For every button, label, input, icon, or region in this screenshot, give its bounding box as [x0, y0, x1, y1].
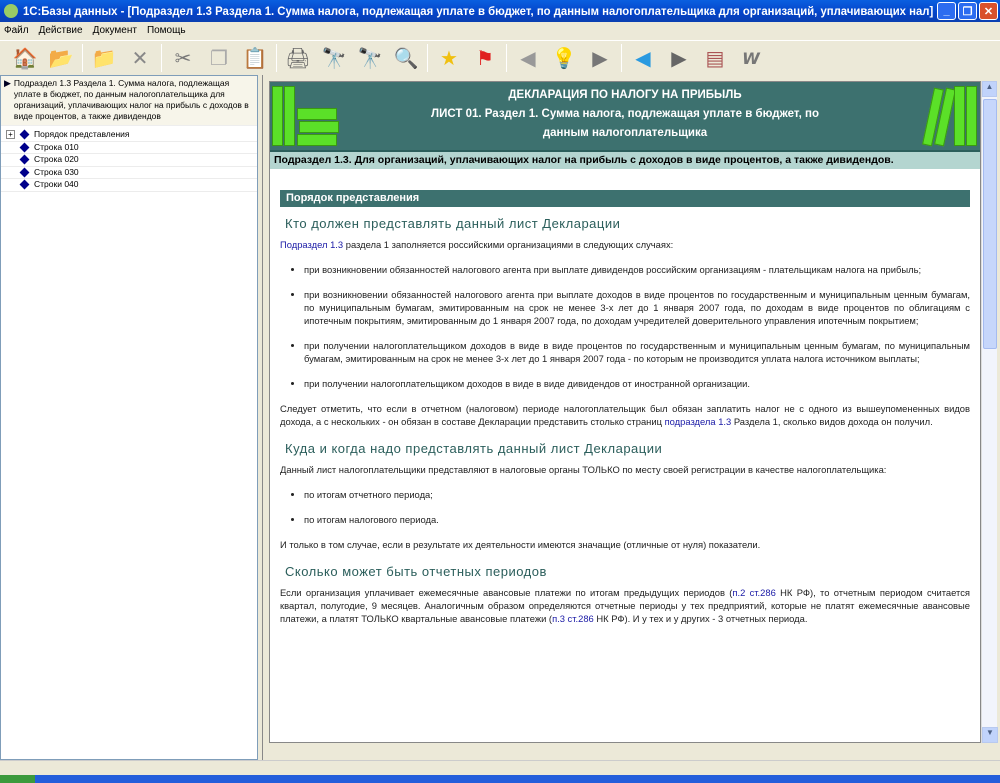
- home-icon: 🏠: [12, 46, 38, 70]
- cut-button[interactable]: [168, 43, 198, 73]
- list-item: • при получении налогоплательщиком доходов в виде в виде дивидендов от иностранной организации.: [304, 377, 970, 390]
- binder-2-icon: [284, 86, 295, 146]
- find-all-icon: 🔭: [357, 46, 383, 70]
- app-icon: [4, 4, 18, 18]
- back-button[interactable]: [628, 43, 658, 73]
- home-button[interactable]: [10, 43, 40, 73]
- tree-item-line-030[interactable]: Строка 030: [1, 167, 257, 180]
- find-all-button[interactable]: [355, 43, 385, 73]
- document-view: [269, 81, 981, 743]
- list-item: • при возникновении обязанностей налогового агента при выплате дивидендов российским организациям - плательщикам налога на прибыль;: [304, 263, 970, 276]
- tree-sync-icon: ▤: [705, 46, 725, 70]
- tree-item-order[interactable]: + Порядок представления: [1, 129, 257, 142]
- minimize-button[interactable]: _: [937, 2, 956, 20]
- diamond-icon: [20, 155, 30, 165]
- subsection-title: Подраздел 1.3. Для организаций, уплачивающих налог на прибыль с доходов в виде процентов, а также дивидендов.: [270, 150, 980, 169]
- paragraph: Если организация уплачивает ежемесячные авансовые платежи по итогам предыдущих периодов (п.2 ст.286 НК РФ), то отчетным периодом считается квартал, полугодие, 9 месяцев. Аналогичным образом определяются отчетные периоды у тех предприятий, которые не платят ежемесячные авансовые платежи, а платят ТОЛЬКО квартальные авансовые платежи (п.3 ст.286 НК РФ). И у тех и у других - 3 отчетных периода.: [280, 587, 970, 624]
- section-header: Порядок представления: [280, 190, 970, 207]
- tree-sync-button[interactable]: [700, 43, 730, 73]
- paste-icon: 📋: [242, 46, 268, 70]
- binder-stack-icon: [297, 108, 337, 120]
- binder-stack-icon: [299, 121, 339, 133]
- word-export-icon: W: [742, 48, 760, 68]
- binder-9-icon: [966, 86, 977, 146]
- list-cases: [304, 263, 970, 390]
- prev-button[interactable]: [513, 43, 543, 73]
- link-subsection[interactable]: подраздела 1.3: [664, 416, 732, 427]
- menu-action[interactable]: Действие: [38, 25, 83, 36]
- paragraph: Следует отметить, что если в отчетном (налоговом) периоде налогоплательщик был обязан заплатить налог не с одного из вышеупомененных видов дохода, а с нескольких - он обязан в составе Декларации представить столько страниц подраздела 1.3 Раздела 1, сколько видов дохода он получил.: [280, 403, 970, 427]
- heading-where: Куда и когда надо представлять данный лист Декларации: [285, 441, 663, 456]
- list-item: • по итогам налогового периода.: [304, 513, 970, 526]
- toolbar-separator: [427, 44, 428, 72]
- banner-title: ДЕКЛАРАЦИЯ ПО НАЛОГУ НА ПРИБЫЛЬ: [508, 89, 742, 101]
- delete-button[interactable]: [125, 43, 155, 73]
- delete-icon: ✕: [131, 46, 149, 70]
- expand-icon[interactable]: +: [6, 130, 15, 139]
- next-icon: ▶: [592, 46, 608, 70]
- toolbar-separator: [161, 44, 162, 72]
- menu-bar: [0, 22, 1000, 39]
- list-periods: [304, 488, 970, 526]
- vertical-scrollbar[interactable]: [981, 81, 997, 743]
- title-bar: [0, 0, 1000, 22]
- sidebar-current-topic: ▶ Подраздел 1.3 Раздела 1. Сумма налога, подлежащая уплате в бюджет, по данным налогоплательщика для организаций, уплачивающих налог на прибыль с доходов в виде процентов, а также дивидендов: [1, 76, 257, 126]
- document-pane: [262, 75, 1000, 760]
- paste-button[interactable]: [240, 43, 270, 73]
- paragraph: И только в том случае, если в результате их деятельности имеются значащие (отличные от нуля) показатели.: [280, 539, 761, 550]
- paragraph: Данный лист налогоплательщики представляют в налоговые органы ТОЛЬКО по месту своей регистрации в качестве налогоплательщика:: [280, 464, 887, 475]
- maximize-button[interactable]: ❐: [958, 2, 977, 20]
- heading-periods: Сколько может быть отчетных периодов: [285, 564, 547, 579]
- taskbar: [0, 775, 1000, 783]
- toolbar: [0, 40, 1000, 75]
- favorites-star-icon: ★: [440, 46, 458, 70]
- copy-icon: ❐: [210, 46, 228, 70]
- scroll-down-button[interactable]: ▼: [982, 727, 998, 743]
- open-folder-icon: 📂: [48, 46, 74, 70]
- link-article[interactable]: п.3 ст.286: [552, 613, 594, 624]
- diamond-icon: [20, 180, 30, 190]
- diamond-icon: [20, 142, 30, 152]
- window-title: 1С:Базы данных - [Подраздел 1.3 Раздела 1. Сумма налога, подлежащая уплате в бюджет, по данным налогоплательщика для организаций, уплачивающих нал]: [23, 4, 934, 18]
- toolbar-separator: [506, 44, 507, 72]
- close-button[interactable]: ✕: [979, 2, 998, 20]
- new-folder-icon: 📁: [91, 46, 117, 70]
- toolbar-separator: [82, 44, 83, 72]
- list-item: • при возникновении обязанностей налогового агента при выплате доходов в виде процентов по государственным и муниципальным ценным бумагам, по муниципальным бумагам, эмитированным на срок не менее 3-х лет до 1 января 2007 года, по доходам в виде процентов по облигациям с ипотечным покрытиям, эмитированным до 1 января 2007 года, по доходам учредителей доверительного управления ипотечным покрытием;: [304, 288, 970, 327]
- start-button[interactable]: [0, 775, 35, 783]
- toolbar-separator: [276, 44, 277, 72]
- menu-document[interactable]: Документ: [92, 25, 137, 36]
- current-marker-icon: ▶: [4, 78, 11, 88]
- scroll-up-button[interactable]: ▲: [982, 81, 997, 97]
- new-folder-button[interactable]: [89, 43, 119, 73]
- back-icon: ◀: [635, 46, 651, 70]
- preview-button[interactable]: [391, 43, 421, 73]
- cut-icon: ✂: [174, 46, 192, 70]
- hint-bulb-button[interactable]: [549, 43, 579, 73]
- copy-button[interactable]: [204, 43, 234, 73]
- sidebar-tree: [0, 75, 258, 760]
- word-export-button[interactable]: [736, 43, 766, 73]
- list-item: • при получении налогоплательщиком доходов в виде в виде процентов по государственным и муниципальным ценным бумагам, по муниципальным бумагам, эмитированным на срок не менее 3-х лет до 1 января 2007 года - по которым не производится уплата налога источником выплаты;: [304, 339, 970, 365]
- declaration-banner: [270, 82, 980, 150]
- print-button[interactable]: [283, 43, 313, 73]
- binder-8-icon: [954, 86, 965, 146]
- menu-file[interactable]: Файл: [4, 25, 29, 36]
- open-folder-button[interactable]: [46, 43, 76, 73]
- preview-icon: 🔍: [393, 46, 419, 70]
- binder-stack-icon: [297, 134, 337, 146]
- prev-icon: ◀: [520, 46, 536, 70]
- diamond-icon: [20, 130, 30, 140]
- hint-bulb-icon: 💡: [551, 46, 577, 70]
- link-article[interactable]: п.2 ст.286: [732, 587, 776, 598]
- forward-icon: ▶: [671, 46, 687, 70]
- forward-button[interactable]: [664, 43, 694, 73]
- banner-subtitle-2: данным налогоплательщика: [542, 127, 708, 139]
- paragraph: Подраздел 1.3 раздела 1 заполняется российскими организациями в следующих случаях:: [280, 239, 674, 250]
- scroll-thumb[interactable]: [983, 99, 997, 349]
- diamond-icon: [20, 167, 30, 177]
- binder-1-icon: [272, 86, 283, 146]
- menu-help[interactable]: Помощь: [146, 25, 186, 36]
- status-bar: [0, 760, 1000, 775]
- find-button[interactable]: [319, 43, 349, 73]
- banner-subtitle-1: ЛИСТ 01. Раздел 1. Сумма налога, подлежащая уплате в бюджет, по: [431, 108, 819, 120]
- toolbar-separator: [621, 44, 622, 72]
- tree-item-lines-040[interactable]: Строки 040: [1, 179, 257, 192]
- tree-item-line-020[interactable]: Строка 020: [1, 154, 257, 167]
- tree-item-line-010[interactable]: Строка 010: [1, 142, 257, 155]
- heading-who: Кто должен представлять данный лист Декларации: [285, 216, 621, 231]
- bookmark-flag-button[interactable]: [470, 43, 500, 73]
- print-icon: 🖨: [285, 46, 311, 70]
- list-item: • по итогам отчетного периода;: [304, 488, 970, 501]
- next-button[interactable]: [585, 43, 615, 73]
- find-icon: 🔭: [321, 46, 347, 70]
- favorites-star-button[interactable]: [434, 43, 464, 73]
- link-subsection[interactable]: Подраздел 1.3: [280, 239, 344, 250]
- bookmark-flag-icon: ⚑: [476, 46, 494, 70]
